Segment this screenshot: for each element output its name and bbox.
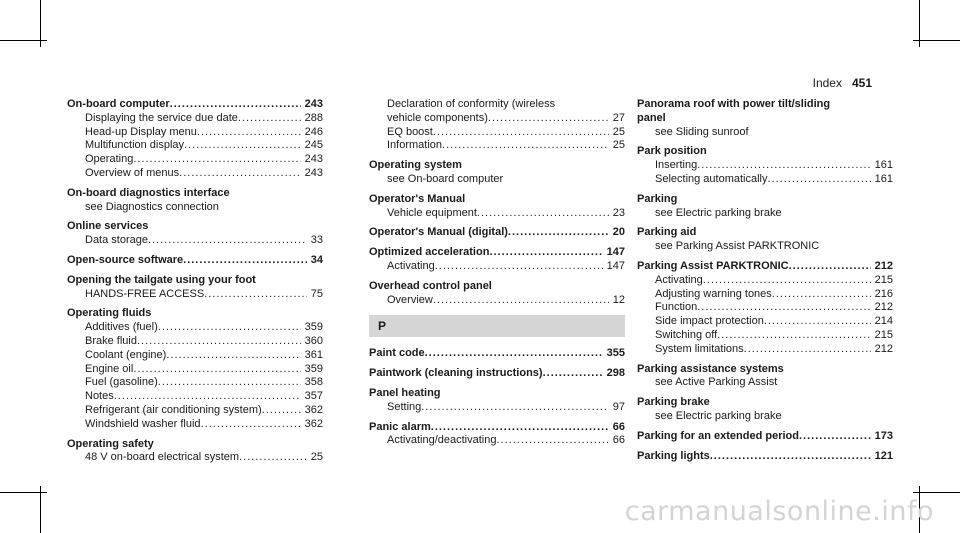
entry-label: Parking for an extended period [637,429,799,442]
page-reference: 246 [304,125,323,138]
page-reference: 288 [304,111,323,124]
entry-label: Head-up Display menu [85,125,197,138]
index-subentry [369,112,625,126]
index-subentry [637,288,893,302]
page-reference: 245 [304,139,323,152]
index-subentry [67,112,323,126]
leader-dots [170,98,301,112]
entry-label: Operator's Manual [369,192,466,205]
crop-mark [913,492,960,493]
index-subentry [67,288,323,302]
index-term [67,254,323,268]
leader-dots [433,294,609,308]
page-reference: 212 [874,259,893,272]
page-reference: 33 [310,234,323,247]
page-reference: 25 [612,125,625,138]
page-reference: 360 [304,334,323,347]
index-subentry [369,98,625,112]
index-column-2 [369,98,625,448]
index-term [637,396,893,410]
leader-dots [488,112,609,126]
leader-dots [137,335,301,349]
page-reference: 357 [304,390,323,403]
entry-label: Overview [387,293,433,306]
leader-dots [717,329,870,343]
section-letter-header: P [369,315,625,337]
watermark: carmanualsonline.info [624,496,934,527]
page-reference: 361 [304,348,323,361]
page-header [813,76,872,90]
entry-label: Park position [637,145,707,158]
index-term [67,220,323,234]
entry-label: Parking lights [637,449,710,462]
index-subentry [369,126,625,140]
page-reference: 25 [612,139,625,152]
page-reference: 243 [304,98,323,110]
index-term [67,438,323,452]
index-subentry [637,376,893,390]
index-subentry [637,301,893,315]
leader-dots [768,173,871,187]
index-subentry [369,260,625,274]
leader-dots [184,139,301,153]
leader-dots [431,421,609,435]
index-term [637,112,893,126]
page-reference: 215 [874,273,893,286]
leader-dots [262,404,301,418]
leader-dots [166,349,300,363]
leader-dots [183,254,307,268]
page-reference: 75 [310,287,323,300]
page-reference: 215 [874,328,893,341]
entry-label: Operating system [369,159,462,172]
index-subentry [369,401,625,415]
header-title: Index [812,76,842,90]
entry-label: Overhead control panel [369,279,492,292]
entry-label: see Sliding sunroof [655,125,749,138]
page-reference: 27 [612,111,625,124]
index-term [67,274,323,288]
entry-label: Multifunction display [85,139,185,152]
crop-mark [913,40,960,41]
index-term [369,367,625,381]
index-subentry [637,410,893,424]
index-subentry [637,274,893,288]
entry-label: Parking Assist PARKTRONIC [637,259,789,272]
entry-label: see Diagnostics connection [85,200,219,213]
entry-label: Brake fluid [85,334,137,347]
index-term [369,347,625,361]
page-reference: 12 [612,293,625,306]
index-term [369,246,625,260]
index-subentry [67,139,323,153]
leader-dots [697,301,870,315]
leader-dots [204,288,307,302]
entry-label: Operating [85,153,134,166]
leader-dots [201,418,301,432]
index-term [369,280,625,294]
entry-label: Parking aid [637,226,697,239]
leader-dots [697,159,870,173]
entry-label: Paintwork (cleaning instructions) [369,367,543,380]
index-term [637,430,893,444]
index-term [637,260,893,274]
index-term [67,98,323,112]
crop-mark [0,40,47,41]
index-term [369,387,625,401]
leader-dots [772,288,871,302]
index-subentry [369,434,625,448]
index-column-1 [67,98,323,465]
leader-dots [238,112,301,126]
entry-label: Additives (fuel) [85,321,158,334]
index-subentry [67,335,323,349]
leader-dots [496,434,608,448]
page-reference: 161 [874,172,893,185]
entry-label: see On-board computer [387,172,504,185]
index-term [637,193,893,207]
page-reference: 173 [874,429,893,442]
page-reference: 358 [304,376,323,389]
entry-label: see Electric parking brake [655,409,782,422]
entry-label: Opening the tailgate using your foot [67,273,256,286]
index-subentry [637,315,893,329]
entry-label: Paint code [369,347,425,360]
index-subentry [67,201,323,215]
leader-dots [710,450,871,464]
leader-dots [435,260,603,274]
index-subentry [67,363,323,377]
entry-label: Declaration of conformity (wireless [387,98,556,110]
entry-label: Open-source software [67,253,184,266]
page-reference: 216 [874,287,893,300]
entry-label: Fuel (gasoline) [85,376,158,389]
index-subentry [637,173,893,187]
page-reference: 362 [304,417,323,430]
index-subentry [67,153,323,167]
index-subentry [637,240,893,254]
page-reference: 243 [304,153,323,166]
entry-label: On-board computer [67,98,170,110]
index-subentry [67,234,323,248]
leader-dots [744,343,871,357]
leader-dots [703,274,871,288]
page-reference: 20 [612,226,625,239]
entry-label: Inserting [655,159,698,172]
index-term [369,193,625,207]
index-term [637,145,893,159]
entry-label: panel [637,111,666,124]
index-term [637,450,893,464]
page-reference: 97 [612,400,625,413]
page-reference: 147 [606,259,625,272]
leader-dots [799,430,871,444]
entry-label: 48 V on-board electrical system [85,451,240,464]
page-reference: 362 [304,403,323,416]
entry-label: Operating fluids [67,307,152,320]
entry-label: Information [387,139,443,152]
entry-label: Overview of menus [85,166,180,179]
page-reference: 161 [874,159,893,172]
page-reference: 359 [304,321,323,334]
leader-dots [158,376,301,390]
page-reference: 355 [606,347,625,360]
entry-label: Online services [67,220,149,233]
page-reference: 212 [874,301,893,314]
index-subentry [637,126,893,140]
index-term [369,421,625,435]
entry-label: Adjusting warning tones [655,287,772,300]
leader-dots [433,126,609,140]
entry-label: Data storage [85,234,148,247]
index-term [67,187,323,201]
entry-label: Windshield washer fluid [85,417,201,430]
index-term [637,226,893,240]
leader-dots [197,126,301,140]
crop-mark [40,486,41,533]
index-term [369,226,625,240]
entry-label: On-board diagnostics interface [67,186,230,199]
entry-label: Parking assistance systems [637,362,784,375]
index-subentry [67,167,323,181]
page-reference: 147 [606,246,625,259]
entry-label: Panic alarm [369,420,431,433]
page-reference: 121 [874,449,893,462]
leader-dots [179,167,300,181]
entry-label: Switching off [655,328,718,341]
index-column-3 [637,98,893,463]
index-subentry [637,343,893,357]
index-subentry [67,390,323,404]
page-reference: 34 [310,253,323,266]
page-reference: 212 [874,342,893,355]
index-subentry [637,159,893,173]
entry-label: Panorama roof with power tilt/sliding [637,98,831,110]
page-reference: 66 [612,420,625,433]
entry-label: System limitations [655,342,744,355]
entry-label: HANDS-FREE ACCESS [85,287,205,300]
leader-dots [133,153,300,167]
page-number: 451 [851,76,872,90]
leader-dots [148,234,307,248]
index-subentry [67,126,323,140]
index-subentry [67,404,323,418]
leader-dots [508,226,609,240]
entry-label: EQ boost [387,125,433,138]
index-term [67,307,323,321]
index-subentry [369,139,625,153]
leader-dots [543,367,603,381]
entry-label: Coolant (engine) [85,348,167,361]
entry-label: see Electric parking brake [655,206,782,219]
page-reference: 359 [304,362,323,375]
page-reference: 66 [612,434,625,447]
leader-dots [133,363,300,377]
leader-dots [789,260,871,274]
page-reference: 243 [304,166,323,179]
index-subentry [369,294,625,308]
entry-label: Operating safety [67,437,154,450]
leader-dots [425,347,603,361]
entry-label: Optimized acceleration [369,246,490,259]
page-reference: 23 [612,206,625,219]
leader-dots [421,401,609,415]
entry-label: Parking brake [637,396,710,409]
leader-dots [489,246,602,260]
entry-label: Operator's Manual (digital) [369,226,508,239]
entry-label: Refrigerant (air conditioning system) [85,403,262,416]
page-reference: 25 [310,451,323,464]
entry-label: see Parking Assist PARKTRONIC [655,240,820,253]
entry-label: Engine oil [85,362,134,375]
index-subentry [369,207,625,221]
index-subentry [637,207,893,221]
index-subentry [67,376,323,390]
index-term [369,159,625,173]
leader-dots [239,451,307,465]
entry-label: Activating [655,273,703,286]
index-term [637,363,893,377]
entry-label: Function [655,301,698,314]
leader-dots [442,139,609,153]
index-subentry [67,418,323,432]
entry-label: Activating/deactivating [387,434,497,447]
entry-label: vehicle components) [387,111,488,124]
crop-mark [0,492,47,493]
index-subentry [369,173,625,187]
index-subentry [67,451,323,465]
page-reference: 214 [874,315,893,328]
entry-label: Notes [85,390,114,403]
entry-label: Setting [387,400,422,413]
entry-label: Activating [387,259,435,272]
entry-label: Panel heating [369,386,441,399]
index-subentry [67,349,323,363]
entry-label: Parking [637,192,678,205]
index-subentry [637,329,893,343]
leader-dots [477,207,609,221]
entry-label: see Active Parking Assist [655,376,778,389]
leader-dots [114,390,301,404]
entry-label: Selecting automatically [655,172,768,185]
entry-label: Side impact protection [655,315,764,328]
leader-dots [158,321,301,335]
index-term [637,98,893,112]
index-subentry [67,321,323,335]
leader-dots [764,315,871,329]
page-reference: 298 [606,367,625,380]
entry-label: Vehicle equipment [387,206,477,219]
entry-label: Displaying the service due date [85,111,238,124]
